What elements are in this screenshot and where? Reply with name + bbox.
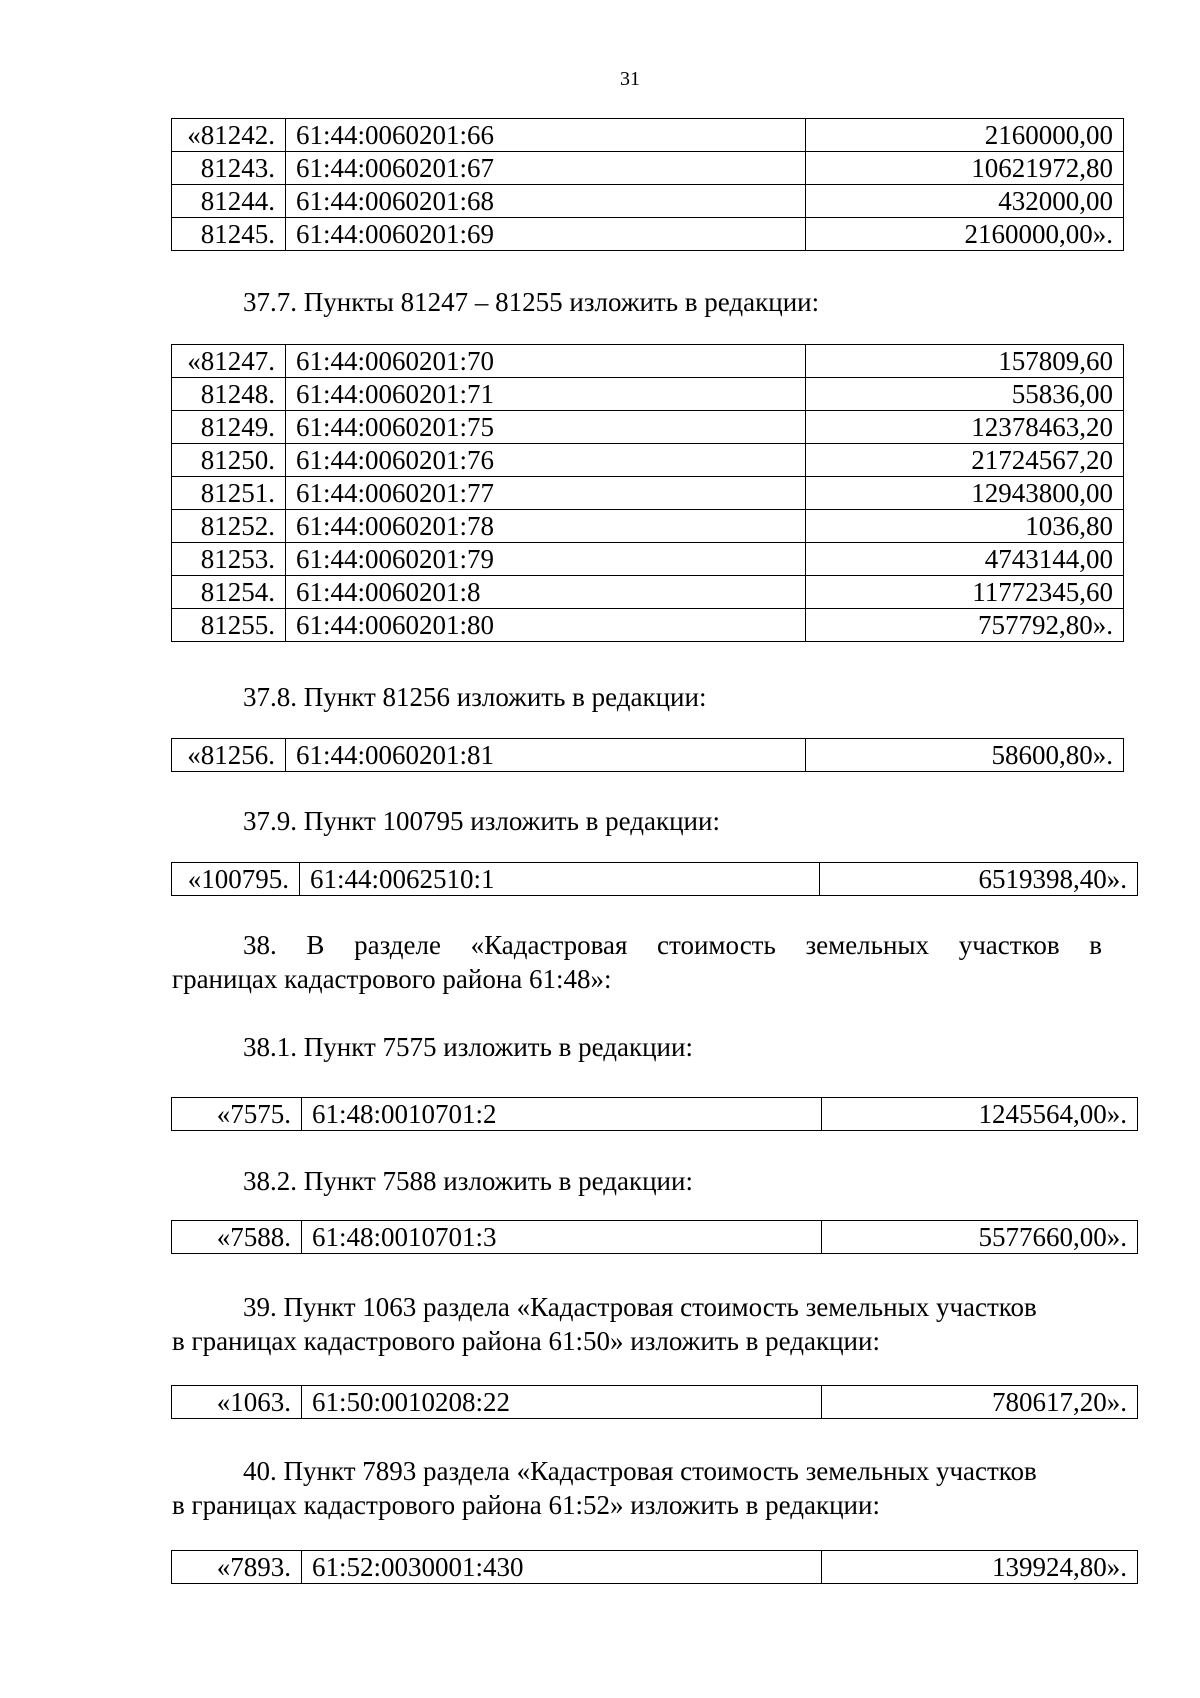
item-number: 81250. — [172, 444, 286, 477]
cadastral-value: 12943800,00 — [806, 477, 1124, 510]
table-row — [172, 477, 1124, 510]
cadastral-value: 5577660,00». — [822, 1221, 1138, 1254]
paragraph-line: 38. В разделе «Кадастровая стоимость земельных участков в — [243, 930, 1102, 960]
cadastral-number: 61:44:0062510:1 — [300, 863, 820, 896]
item-number: «7893. — [172, 1551, 302, 1584]
page-number: 31 — [620, 68, 640, 90]
item-number: «7575. — [172, 1098, 302, 1131]
item-number: 81252. — [172, 510, 286, 543]
cadastral-number: 61:44:0060201:75 — [286, 411, 806, 444]
cadastral-value: 12378463,20 — [806, 411, 1124, 444]
paragraph-37-8: 37.8. Пункт 81256 изложить в редакции: — [243, 682, 707, 712]
cadastral-table-3 — [171, 738, 1124, 772]
item-number: «1063. — [172, 1386, 302, 1419]
item-number: 81254. — [172, 576, 286, 609]
cadastral-value: 21724567,20 — [806, 444, 1124, 477]
item-number: 81249. — [172, 411, 286, 444]
cadastral-number: 61:44:0060201:77 — [286, 477, 806, 510]
cadastral-number: 61:48:0010701:3 — [302, 1221, 822, 1254]
cadastral-table-5 — [171, 1097, 1138, 1131]
table-row — [172, 345, 1124, 378]
cadastral-number: 61:44:0060201:80 — [286, 609, 806, 642]
cadastral-value: 139924,80». — [822, 1551, 1138, 1584]
cadastral-value: 11772345,60 — [806, 576, 1124, 609]
cadastral-value: 780617,20». — [822, 1386, 1138, 1419]
cadastral-table-7 — [171, 1385, 1138, 1419]
item-number: 81244. — [172, 185, 286, 218]
cadastral-value: 58600,80». — [806, 739, 1124, 772]
paragraph-line: в границах кадастрового района 61:50» изложить в редакции: — [172, 1326, 880, 1356]
paragraph-line: 40. Пункт 7893 раздела «Кадастровая стоимость земельных участков — [243, 1456, 1037, 1486]
item-number: 81251. — [172, 477, 286, 510]
cadastral-number: 61:44:0060201:67 — [286, 152, 806, 185]
paragraph-39 — [172, 1290, 1102, 1358]
table-row — [172, 152, 1124, 185]
item-number: 81245. — [172, 218, 286, 251]
cadastral-number: 61:44:0060201:69 — [286, 218, 806, 251]
paragraph-40 — [172, 1454, 1102, 1522]
paragraph-38-2: 38.2. Пункт 7588 изложить в редакции: — [243, 1166, 693, 1196]
item-number: «81256. — [172, 739, 286, 772]
item-number: «81247. — [172, 345, 286, 378]
table-row — [172, 863, 1138, 896]
cadastral-table-8 — [171, 1550, 1138, 1584]
cadastral-number: 61:44:0060201:71 — [286, 378, 806, 411]
table-row — [172, 411, 1124, 444]
table-row — [172, 1098, 1138, 1131]
table-row — [172, 119, 1124, 152]
cadastral-value: 1245564,00». — [822, 1098, 1138, 1131]
table-row — [172, 1386, 1138, 1419]
cadastral-value: 6519398,40». — [820, 863, 1138, 896]
table-row — [172, 185, 1124, 218]
cadastral-value: 55836,00 — [806, 378, 1124, 411]
cadastral-value: 2160000,00 — [806, 119, 1124, 152]
table-row — [172, 1221, 1138, 1254]
cadastral-number: 61:44:0060201:79 — [286, 543, 806, 576]
cadastral-value: 1036,80 — [806, 510, 1124, 543]
item-number: 81253. — [172, 543, 286, 576]
item-number: «100795. — [172, 863, 300, 896]
cadastral-number: 61:44:0060201:78 — [286, 510, 806, 543]
cadastral-number: 61:48:0010701:2 — [302, 1098, 822, 1131]
paragraph-37-7: 37.7. Пункты 81247 – 81255 изложить в редакции: — [243, 287, 820, 317]
cadastral-value: 757792,80». — [806, 609, 1124, 642]
paragraph-line: в границах кадастрового района 61:52» изложить в редакции: — [172, 1490, 880, 1520]
table-row — [172, 576, 1124, 609]
table-row — [172, 378, 1124, 411]
table-row — [172, 510, 1124, 543]
cadastral-table-6 — [171, 1220, 1138, 1254]
paragraph-line: границах кадастрового района 61:48»: — [172, 964, 612, 994]
cadastral-value: 432000,00 — [806, 185, 1124, 218]
cadastral-number: 61:44:0060201:70 — [286, 345, 806, 378]
cadastral-number: 61:44:0060201:81 — [286, 739, 806, 772]
item-number: «7588. — [172, 1221, 302, 1254]
item-number: 81248. — [172, 378, 286, 411]
paragraph-line: 39. Пункт 1063 раздела «Кадастровая стоимость земельных участков — [243, 1292, 1037, 1322]
item-number: 81243. — [172, 152, 286, 185]
cadastral-value: 4743144,00 — [806, 543, 1124, 576]
cadastral-number: 61:44:0060201:76 — [286, 444, 806, 477]
paragraph-38-1: 38.1. Пункт 7575 изложить в редакции: — [243, 1032, 693, 1062]
table-row — [172, 444, 1124, 477]
cadastral-number: 61:52:0030001:430 — [302, 1551, 822, 1584]
cadastral-table-2 — [171, 344, 1124, 642]
cadastral-number: 61:44:0060201:8 — [286, 576, 806, 609]
paragraph-37-9: 37.9. Пункт 100795 изложить в редакции: — [243, 806, 720, 836]
cadastral-number: 61:44:0060201:66 — [286, 119, 806, 152]
cadastral-table-4 — [171, 862, 1138, 896]
table-row — [172, 609, 1124, 642]
cadastral-table-1 — [171, 118, 1124, 251]
table-row — [172, 1551, 1138, 1584]
cadastral-value: 10621972,80 — [806, 152, 1124, 185]
table-row — [172, 739, 1124, 772]
item-number: 81255. — [172, 609, 286, 642]
cadastral-number: 61:50:0010208:22 — [302, 1386, 822, 1419]
cadastral-value: 2160000,00». — [806, 218, 1124, 251]
paragraph-38 — [172, 928, 1102, 996]
cadastral-value: 157809,60 — [806, 345, 1124, 378]
item-number: «81242. — [172, 119, 286, 152]
table-row — [172, 218, 1124, 251]
table-row — [172, 543, 1124, 576]
cadastral-number: 61:44:0060201:68 — [286, 185, 806, 218]
